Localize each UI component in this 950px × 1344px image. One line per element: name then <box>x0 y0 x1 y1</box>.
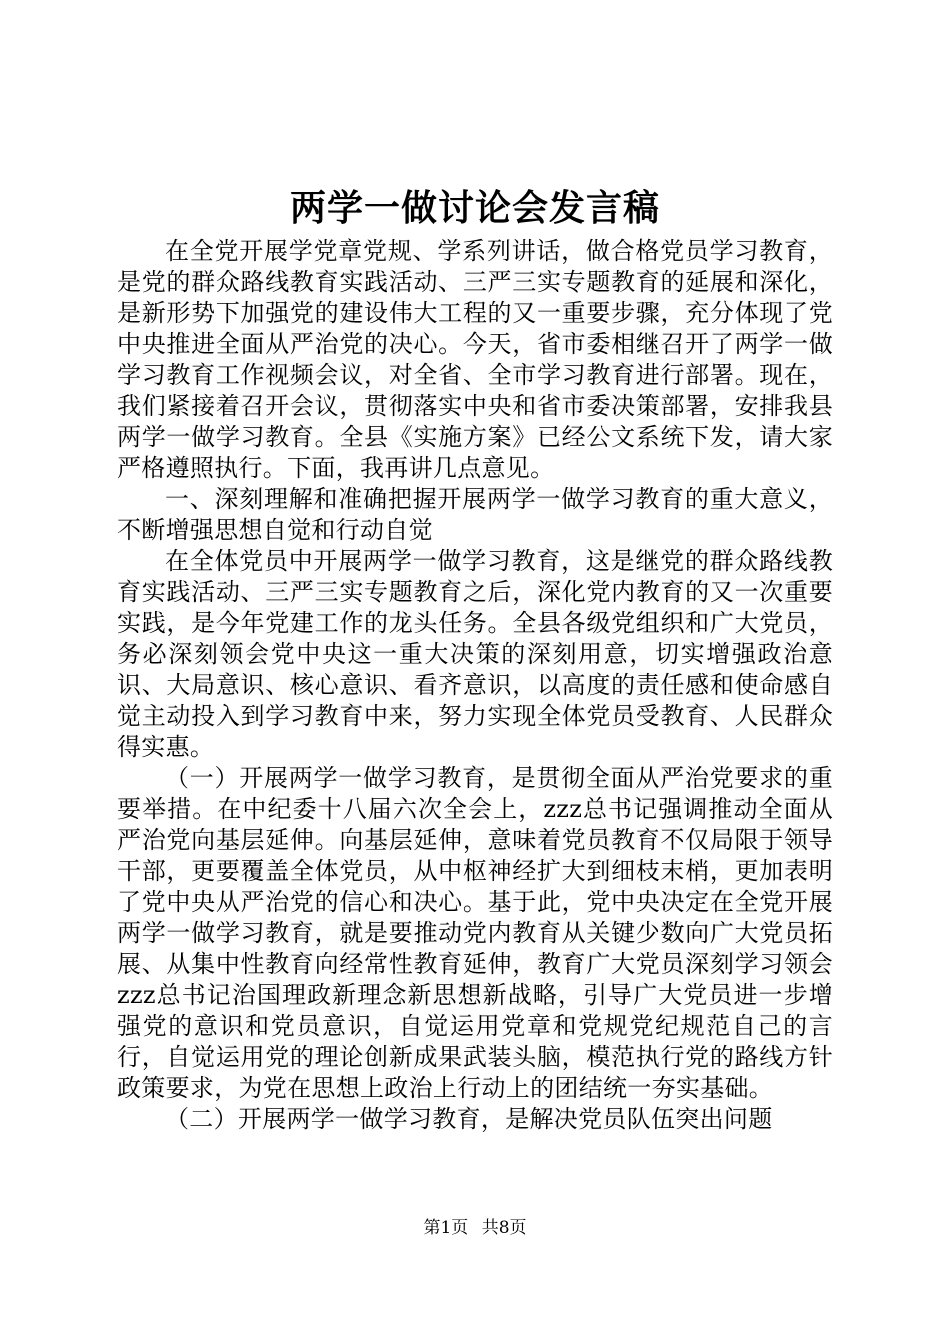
section-heading-1: 一、深刻理解和准确把握开展两学一做学习教育的重大意义，不断增强思想自觉和行动自觉 <box>117 485 833 544</box>
document-body <box>117 236 833 1135</box>
paragraph-point-2: （二）开展两学一做学习教育，是解决党员队伍突出问题 <box>165 1105 773 1133</box>
document-title: 两学一做讨论会发言稿 <box>289 187 660 229</box>
paragraph-point-1: （一）开展两学一做学习教育，是贯彻全面从严治党要求的重要举措。在中纪委十八届六次全会上，zzz总书记强调推动全面从严治党向基层延伸。向基层延伸，意味着党员教育不仅局限于领导干部，更要覆盖全体党员，从中枢神经扩大到细枝末梢，更加表明了党中央从严治党的信心和决心。基于此，党中央决定在全党开展两学一做学习教育，就是要推动党内教育从关键少数向广大党员拓展、从集中性教育向经常性教育延伸，教育广大党员深刻学习领会zzz总书记治国理政新理念新思想新战略，引导广大党员进一步增强党的意识和党员意识，自觉运用党章和党规党纪规范自己的言行，自觉运用党的理论创新成果武装头脑，模范执行党的路线方针政策要求，为党在思想上政治上行动上的团结统一夯实基础。 <box>117 764 833 1102</box>
page-footer <box>0 1217 950 1239</box>
paragraph-intro: 在全党开展学党章党规、学系列讲话，做合格党员学习教育，是党的群众路线教育实践活动、三严三实专题教育的延展和深化，是新形势下加强党的建设伟大工程的又一重要步骤，充分体现了党中央推进全面从严治党的决心。今天，省市委相继召开了两学一做学习教育工作视频会议，对全省、全市学习教育进行部署。现在，我们紧接着召开会议，贯彻落实中央和省市委决策部署，安排我县两学一做学习教育。全县《实施方案》已经公文系统下发，请大家严格遵照执行。下面，我再讲几点意见。 <box>117 237 833 482</box>
page-number: 第1页 <box>423 1218 469 1238</box>
paragraph-section-1: 在全体党员中开展两学一做学习教育，这是继党的群众路线教育实践活动、三严三实专题教育之后，深化党内教育的又一次重要实践，是今年党建工作的龙头任务。全县各级党组织和广大党员，务必深刻领会党中央这一重大决策的深刻用意，切实增强政治意识、大局意识、核心意识、看齐意识，以高度的责任感和使命感自觉主动投入到学习教育中来，努力实现全体党员受教育、人民群众得实惠。 <box>117 547 833 761</box>
page-total: 共8页 <box>481 1218 527 1238</box>
